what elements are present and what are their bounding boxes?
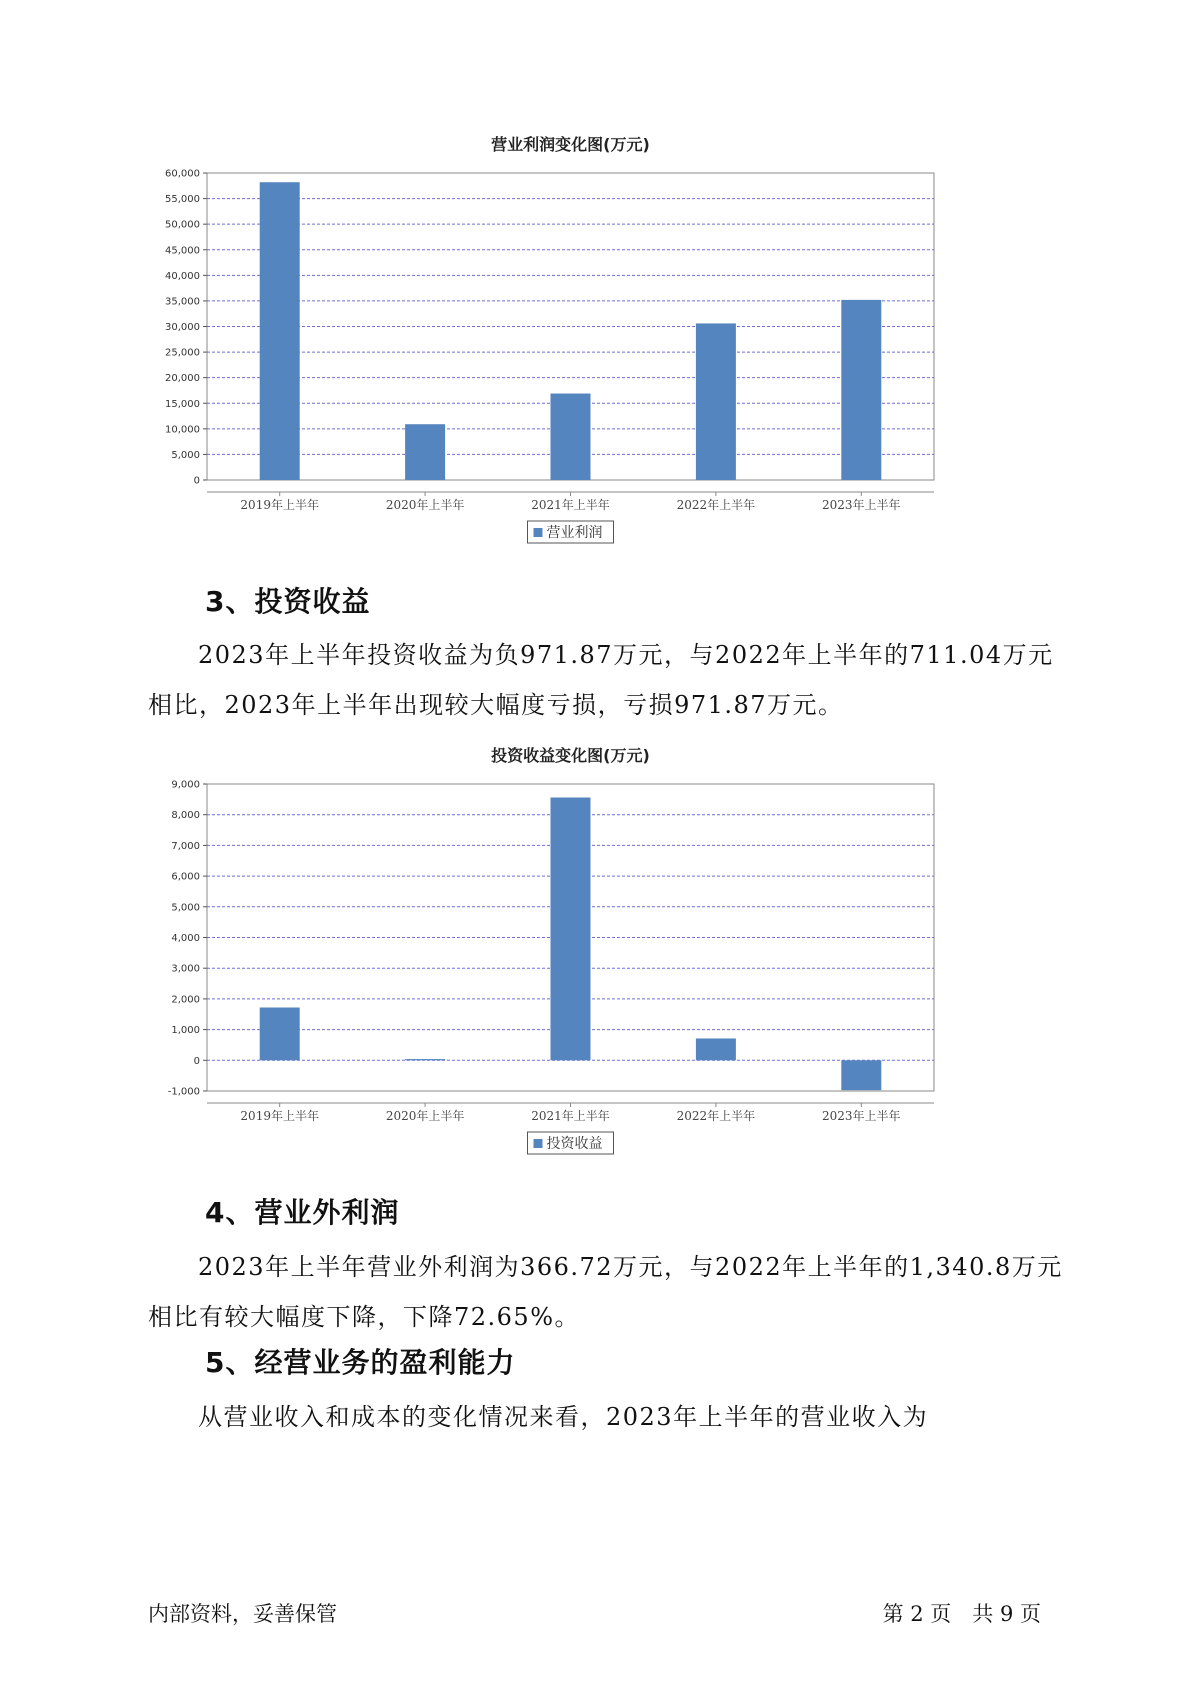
x-tick-label: 2020年上半年	[385, 498, 465, 512]
bar	[260, 182, 300, 480]
y-tick-label: 3,000	[171, 963, 200, 975]
y-tick-label: 1,000	[171, 1025, 200, 1037]
y-tick-label: 15,000	[165, 398, 200, 410]
x-tick-label: 2019年上半年	[240, 498, 319, 512]
y-tick-label: 35,000	[165, 296, 200, 308]
y-tick-label: 0	[193, 1055, 200, 1067]
y-tick-label: 2,000	[171, 994, 200, 1006]
y-tick-label: 40,000	[165, 270, 200, 282]
x-tick-label: 2022年上半年	[676, 1109, 756, 1123]
y-tick-label: 10,000	[165, 424, 200, 436]
y-tick-label: -1,000	[167, 1086, 200, 1098]
y-tick-label: 60,000	[165, 168, 200, 180]
y-tick-label: 5,000	[171, 449, 200, 461]
x-tick-label: 2023年上半年	[822, 498, 901, 512]
bar	[841, 300, 881, 480]
bar	[696, 1038, 736, 1060]
y-tick-label: 8,000	[171, 810, 200, 822]
y-tick-label: 30,000	[165, 322, 200, 333]
x-tick-label: 2023年上半年	[822, 1109, 901, 1123]
legend-label: 营业利润	[546, 525, 603, 541]
bar	[405, 1059, 445, 1060]
footer-confidential-note: 内部资料，妥善保管	[148, 1602, 337, 1626]
non-operating-paragraph: 2023年上半年营业外利润为366.72万元，与2022年上半年的1,340.8万元相比有较大幅度下降，下降72.65%。	[148, 1253, 1063, 1331]
x-tick-label: 2020年上半年	[385, 1109, 465, 1123]
bar	[696, 323, 736, 480]
y-tick-label: 7,000	[171, 840, 200, 852]
legend-swatch	[534, 528, 543, 537]
y-tick-label: 6,000	[171, 871, 200, 883]
x-tick-label: 2021年上半年	[531, 498, 610, 512]
investment-heading: 3、投资收益	[205, 585, 371, 618]
x-tick-label: 2019年上半年	[240, 1109, 319, 1123]
profitability-paragraph: 从营业收入和成本的变化情况来看，2023年上半年的营业收入为	[198, 1403, 929, 1431]
investment-paragraph: 2023年上半年投资收益为负971.87万元，与2022年上半年的711.04万元相比，2023年上半年出现较大幅度亏损，亏损971.87万元。	[148, 641, 1054, 719]
y-tick-label: 50,000	[165, 219, 200, 231]
non-operating-heading: 4、营业外利润	[205, 1196, 400, 1229]
legend-swatch	[534, 1139, 543, 1148]
y-tick-label: 20,000	[165, 373, 200, 385]
profitability-heading: 5、经营业务的盈利能力	[205, 1346, 516, 1379]
y-tick-label: 55,000	[165, 194, 200, 206]
footer-page-number: 第 2 页 共 9 页	[882, 1602, 1041, 1626]
chart-title: 营业利润变化图(万元)	[491, 135, 650, 154]
x-tick-label: 2022年上半年	[676, 498, 756, 512]
x-tick-label: 2021年上半年	[531, 1109, 610, 1123]
legend-label: 投资收益	[546, 1136, 603, 1152]
bar	[841, 1060, 881, 1090]
operating-profit-chart	[150, 125, 1050, 555]
bar	[551, 394, 591, 480]
bar	[551, 798, 591, 1061]
y-tick-label: 25,000	[165, 347, 200, 359]
y-tick-label: 0	[193, 475, 200, 487]
y-tick-label: 45,000	[165, 245, 200, 257]
bar	[260, 1007, 300, 1060]
y-tick-label: 5,000	[171, 902, 200, 914]
chart-title: 投资收益变化图(万元)	[491, 746, 650, 765]
y-tick-label: 4,000	[171, 933, 200, 944]
y-tick-label: 9,000	[171, 779, 200, 791]
investment-income-chart	[150, 736, 1050, 1166]
bar	[405, 424, 445, 480]
